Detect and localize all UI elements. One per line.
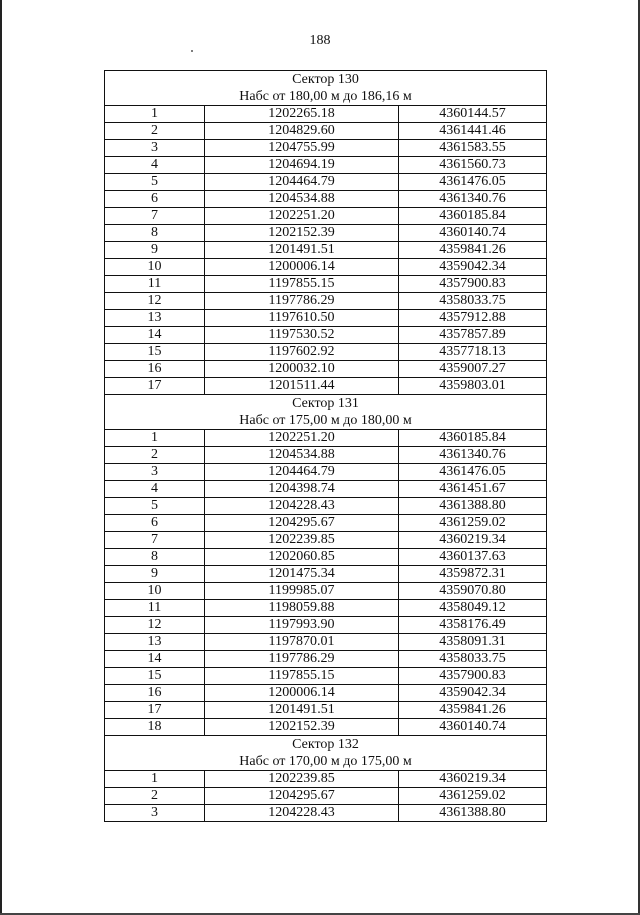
coordinate-y: 4357900.83: [399, 276, 547, 293]
table-row: [105, 788, 547, 805]
coordinate-x: 1202251.20: [205, 430, 399, 447]
coordinate-x: 1204534.88: [205, 447, 399, 464]
point-number: 11: [105, 276, 205, 293]
point-number: 14: [105, 651, 205, 668]
table-row: [105, 651, 547, 668]
coordinate-x: 1200006.14: [205, 685, 399, 702]
point-number: 7: [105, 208, 205, 225]
coordinate-y: 4361451.67: [399, 481, 547, 498]
coordinate-y: 4360219.34: [399, 532, 547, 549]
coordinate-y: 4359872.31: [399, 566, 547, 583]
coordinate-x: 1204829.60: [205, 123, 399, 140]
point-number: 11: [105, 600, 205, 617]
table-row: [105, 600, 547, 617]
table-row: [105, 702, 547, 719]
sector-title-row: [105, 71, 547, 89]
coordinate-x: 1201491.51: [205, 242, 399, 259]
coordinates-table: [104, 70, 547, 822]
coordinate-x: 1201491.51: [205, 702, 399, 719]
point-number: 17: [105, 702, 205, 719]
point-number: 8: [105, 225, 205, 242]
coordinates-table-body: [105, 71, 547, 822]
coordinate-y: 4357900.83: [399, 668, 547, 685]
coordinate-y: 4361560.73: [399, 157, 547, 174]
table-row: [105, 481, 547, 498]
coordinate-y: 4361388.80: [399, 498, 547, 515]
coordinate-x: 1202251.20: [205, 208, 399, 225]
point-number: 8: [105, 549, 205, 566]
coordinate-x: 1204534.88: [205, 191, 399, 208]
table-row: [105, 498, 547, 515]
table-row: [105, 293, 547, 310]
coordinate-y: 4357912.88: [399, 310, 547, 327]
coordinate-y: 4358033.75: [399, 293, 547, 310]
table-row: [105, 106, 547, 123]
sector-subtitle-row: [105, 88, 547, 106]
table-row: [105, 123, 547, 140]
coordinate-x: 1204228.43: [205, 498, 399, 515]
point-number: 15: [105, 668, 205, 685]
coordinate-y: 4360185.84: [399, 208, 547, 225]
coordinate-x: 1202152.39: [205, 225, 399, 242]
coordinate-x: 1197786.29: [205, 651, 399, 668]
point-number: 4: [105, 157, 205, 174]
point-number: 7: [105, 532, 205, 549]
coordinate-x: 1197855.15: [205, 276, 399, 293]
page-number: 188: [309, 33, 331, 48]
coordinate-x: 1201511.44: [205, 378, 399, 395]
point-number: 10: [105, 259, 205, 276]
coordinate-x: 1204295.67: [205, 788, 399, 805]
coordinate-y: 4360144.57: [399, 106, 547, 123]
coordinate-y: 4360140.74: [399, 225, 547, 242]
point-number: 3: [105, 805, 205, 822]
point-number: 2: [105, 447, 205, 464]
coordinate-x: 1204464.79: [205, 464, 399, 481]
coordinate-y: 4358033.75: [399, 651, 547, 668]
coordinate-x: 1197602.92: [205, 344, 399, 361]
table-row: [105, 140, 547, 157]
point-number: 6: [105, 191, 205, 208]
sector-subtitle-row: [105, 412, 547, 430]
coordinate-x: 1200006.14: [205, 259, 399, 276]
coordinate-y: 4359042.34: [399, 685, 547, 702]
sector-title: Сектор 130: [105, 71, 547, 89]
table-row: [105, 719, 547, 736]
coordinate-y: 4358049.12: [399, 600, 547, 617]
coordinate-y: 4359803.01: [399, 378, 547, 395]
coordinate-x: 1201475.34: [205, 566, 399, 583]
table-row: [105, 174, 547, 191]
table-row: [105, 771, 547, 788]
point-number: 2: [105, 123, 205, 140]
coordinate-x: 1197993.90: [205, 617, 399, 634]
table-row: [105, 805, 547, 822]
coordinate-x: 1197870.01: [205, 634, 399, 651]
coordinate-y: 4361476.05: [399, 464, 547, 481]
table-row: [105, 191, 547, 208]
point-number: 15: [105, 344, 205, 361]
coordinate-x: 1204755.99: [205, 140, 399, 157]
point-number: 18: [105, 719, 205, 736]
point-number: 4: [105, 481, 205, 498]
point-number: 16: [105, 685, 205, 702]
table-row: [105, 464, 547, 481]
coordinate-x: 1197855.15: [205, 668, 399, 685]
point-number: 9: [105, 566, 205, 583]
coordinate-x: 1200032.10: [205, 361, 399, 378]
coordinate-y: 4359841.26: [399, 702, 547, 719]
table-row: [105, 157, 547, 174]
point-number: 3: [105, 140, 205, 157]
point-number: 1: [105, 430, 205, 447]
coordinate-y: 4358176.49: [399, 617, 547, 634]
table-row: [105, 430, 547, 447]
table-row: [105, 549, 547, 566]
table-row: [105, 515, 547, 532]
coordinate-x: 1197610.50: [205, 310, 399, 327]
coordinate-x: 1204464.79: [205, 174, 399, 191]
sector-title: Сектор 132: [105, 736, 547, 754]
coordinate-x: 1204694.19: [205, 157, 399, 174]
point-number: 17: [105, 378, 205, 395]
point-number: 16: [105, 361, 205, 378]
table-row: [105, 566, 547, 583]
coordinate-x: 1197786.29: [205, 293, 399, 310]
coordinate-y: 4360219.34: [399, 771, 547, 788]
sector-title-row: [105, 736, 547, 754]
coordinate-y: 4361340.76: [399, 191, 547, 208]
coordinate-y: 4357718.13: [399, 344, 547, 361]
coordinate-y: 4361388.80: [399, 805, 547, 822]
table-row: [105, 327, 547, 344]
point-number: 6: [105, 515, 205, 532]
table-row: [105, 634, 547, 651]
table-row: [105, 617, 547, 634]
point-number: 12: [105, 617, 205, 634]
coordinate-x: 1204228.43: [205, 805, 399, 822]
table-row: [105, 242, 547, 259]
coordinate-y: 4359042.34: [399, 259, 547, 276]
sector-height-range: Набс от 175,00 м до 180,00 м: [105, 412, 547, 430]
table-row: [105, 310, 547, 327]
table-row: [105, 668, 547, 685]
coordinate-y: 4359841.26: [399, 242, 547, 259]
coordinate-x: 1202239.85: [205, 532, 399, 549]
point-number: 14: [105, 327, 205, 344]
point-number: 12: [105, 293, 205, 310]
table-row: [105, 532, 547, 549]
sector-title: Сектор 131: [105, 395, 547, 413]
point-number: 5: [105, 174, 205, 191]
point-number: 2: [105, 788, 205, 805]
coordinate-y: 4361476.05: [399, 174, 547, 191]
scan-edge-left: [0, 0, 2, 915]
point-number: 13: [105, 310, 205, 327]
coordinate-y: 4359070.80: [399, 583, 547, 600]
coordinate-y: 4361441.46: [399, 123, 547, 140]
coordinate-x: 1202265.18: [205, 106, 399, 123]
coordinate-y: 4361583.55: [399, 140, 547, 157]
table-row: [105, 276, 547, 293]
coordinate-x: 1198059.88: [205, 600, 399, 617]
coordinate-x: 1202060.85: [205, 549, 399, 566]
point-number: 9: [105, 242, 205, 259]
table-row: [105, 259, 547, 276]
sector-height-range: Набс от 180,00 м до 186,16 м: [105, 88, 547, 106]
point-number: 10: [105, 583, 205, 600]
point-number: 3: [105, 464, 205, 481]
table-row: [105, 583, 547, 600]
coordinate-x: 1197530.52: [205, 327, 399, 344]
coordinate-y: 4358091.31: [399, 634, 547, 651]
table-row: [105, 208, 547, 225]
coordinate-y: 4360140.74: [399, 719, 547, 736]
coordinate-x: 1202239.85: [205, 771, 399, 788]
point-number: 1: [105, 106, 205, 123]
table-row: [105, 225, 547, 242]
sector-height-range: Набс от 170,00 м до 175,00 м: [105, 753, 547, 771]
point-number: 13: [105, 634, 205, 651]
coordinate-x: 1202152.39: [205, 719, 399, 736]
scan-speck: [191, 50, 193, 52]
coordinate-x: 1204295.67: [205, 515, 399, 532]
coordinate-y: 4359007.27: [399, 361, 547, 378]
coordinate-y: 4361340.76: [399, 447, 547, 464]
sector-title-row: [105, 395, 547, 413]
coordinate-x: 1199985.07: [205, 583, 399, 600]
coordinate-y: 4361259.02: [399, 788, 547, 805]
table-row: [105, 685, 547, 702]
table-row: [105, 361, 547, 378]
table-row: [105, 378, 547, 395]
sector-subtitle-row: [105, 753, 547, 771]
point-number: 5: [105, 498, 205, 515]
coordinate-x: 1204398.74: [205, 481, 399, 498]
table-row: [105, 344, 547, 361]
table-row: [105, 447, 547, 464]
coordinate-y: 4357857.89: [399, 327, 547, 344]
point-number: 1: [105, 771, 205, 788]
coordinate-y: 4360185.84: [399, 430, 547, 447]
coordinate-y: 4361259.02: [399, 515, 547, 532]
coordinate-y: 4360137.63: [399, 549, 547, 566]
